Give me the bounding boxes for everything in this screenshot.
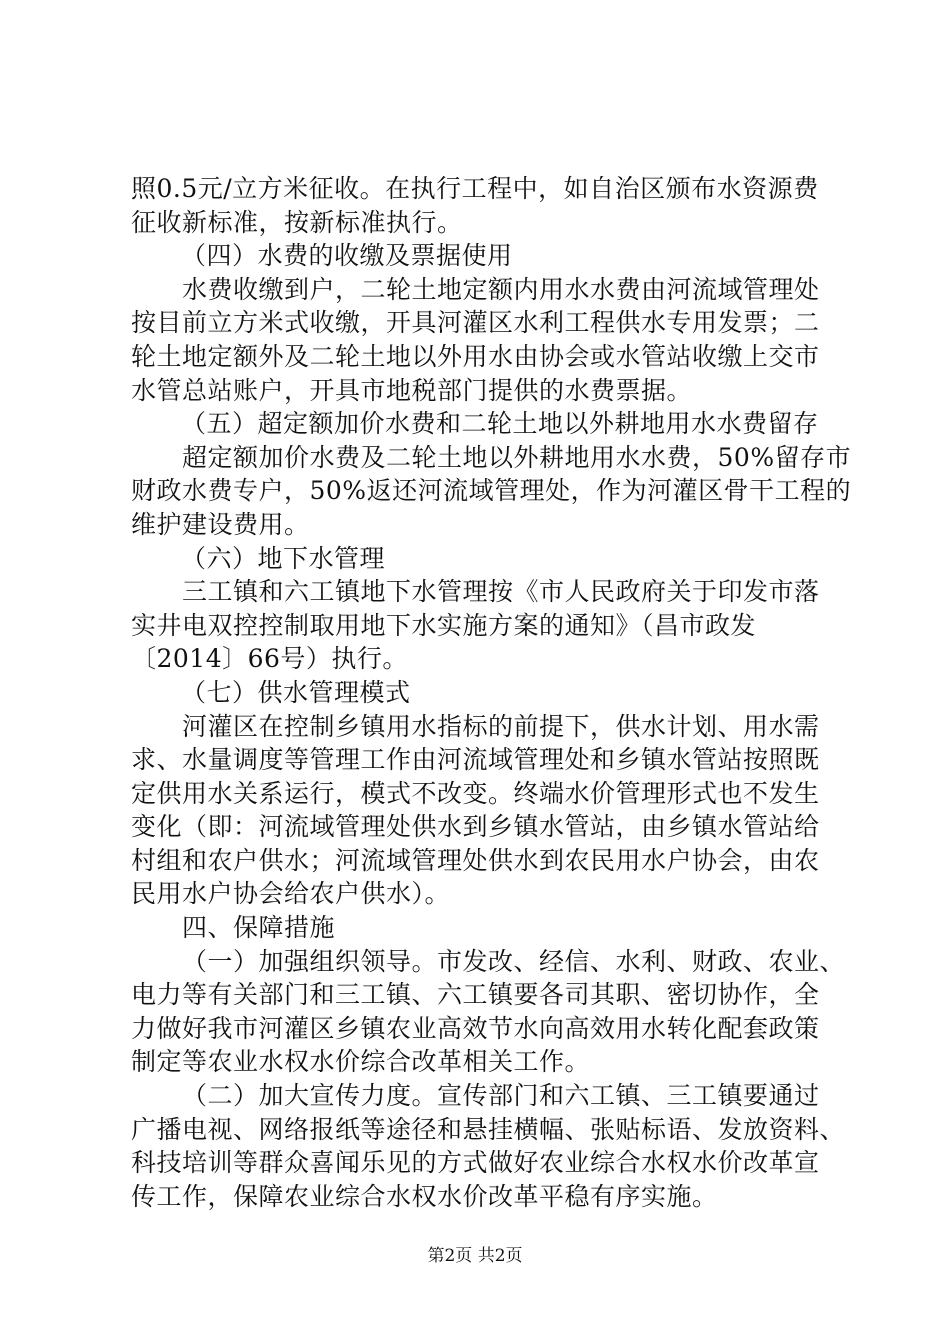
text-line: 定供用水关系运行，模式不改变。终端水价管理形式也不发生 <box>131 778 820 808</box>
text-line: 按目前立方米式收缴，开具河灌区水利工程供水专用发票；二 <box>131 308 820 338</box>
text-line: 民用水户协会给农户供水）。 <box>131 879 451 909</box>
text-line: 水管总站账户，开具市地税部门提供的水费票据。 <box>131 375 693 405</box>
section-heading: （五）超定额加价水费和二轮土地以外耕地用水水费留存 <box>181 409 819 439</box>
text-line: 传工作，保障农业综合水权水价改革平稳有序实施。 <box>131 1181 718 1211</box>
text-line: 求、水量调度等管理工作由河流域管理处和乡镇水管站按照既 <box>131 745 820 775</box>
section-heading: （四）水费的收缴及票据使用 <box>181 241 513 271</box>
text-line: 照0.5元/立方米征收。在执行工程中，如自治区颁布水资源费 <box>131 174 819 203</box>
page-number-footer: 第2页 共2页 <box>427 1246 523 1266</box>
section-heading: （六）地下水管理 <box>181 543 386 573</box>
text-line: 财政水费专户，50%返还河流域管理处，作为河灌区骨干工程的 <box>131 476 852 506</box>
text-line: 电力等有关部门和三工镇、六工镇要各司其职、密切协作，全 <box>131 980 820 1010</box>
text-line: 河灌区在控制乡镇用水指标的前提下，供水计划、用水需 <box>182 711 820 741</box>
text-line: 实井电双控控制取用地下水实施方案的通知》（昌市政发 <box>131 610 757 640</box>
text-line: 水费收缴到户，二轮土地定额内用水水费由河流域管理处 <box>182 274 820 304</box>
section-heading: （七）供水管理模式 <box>181 677 411 707</box>
text-line: 制定等农业水权水价综合改革相关工作。 <box>131 1047 591 1077</box>
text-line: 维护建设费用。 <box>131 509 310 539</box>
text-line: 征收新标准，按新标准执行。 <box>131 207 463 237</box>
text-line: 力做好我市河灌区乡镇农业高效节水向高效用水转化配套政策 <box>131 1013 820 1043</box>
text-line: 村组和农户供水；河流域管理处供水到农民用水户协会，由农 <box>131 845 820 875</box>
document-body <box>131 172 852 1213</box>
text-line: （一）加强组织领导。市发改、经信、水利、财政、农业、 <box>182 946 846 976</box>
text-line: 超定额加价水费及二轮土地以外耕地用水水费，50%留存市 <box>182 442 852 472</box>
text-line: （二）加大宣传力度。宣传部门和六工镇、三工镇要通过 <box>182 1081 820 1111</box>
text-line: 科技培训等群众喜闻乐见的方式做好农业综合水权水价改革宣 <box>131 1148 820 1178</box>
text-line: 广播电视、网络报纸等途径和悬挂横幅、张贴标语、发放资料、 <box>131 1114 846 1144</box>
text-line: 变化（即：河流域管理处供水到乡镇水管站，由乡镇水管站给 <box>131 812 820 842</box>
text-line: 轮土地定额外及二轮土地以外用水由协会或水管站收缴上交市 <box>131 341 820 371</box>
section-heading: 四、保障措施 <box>182 913 336 943</box>
text-line: 三工镇和六工镇地下水管理按《市人民政府关于印发市落 <box>182 577 820 607</box>
text-line: 〔2014〕66号）执行。 <box>131 644 408 674</box>
